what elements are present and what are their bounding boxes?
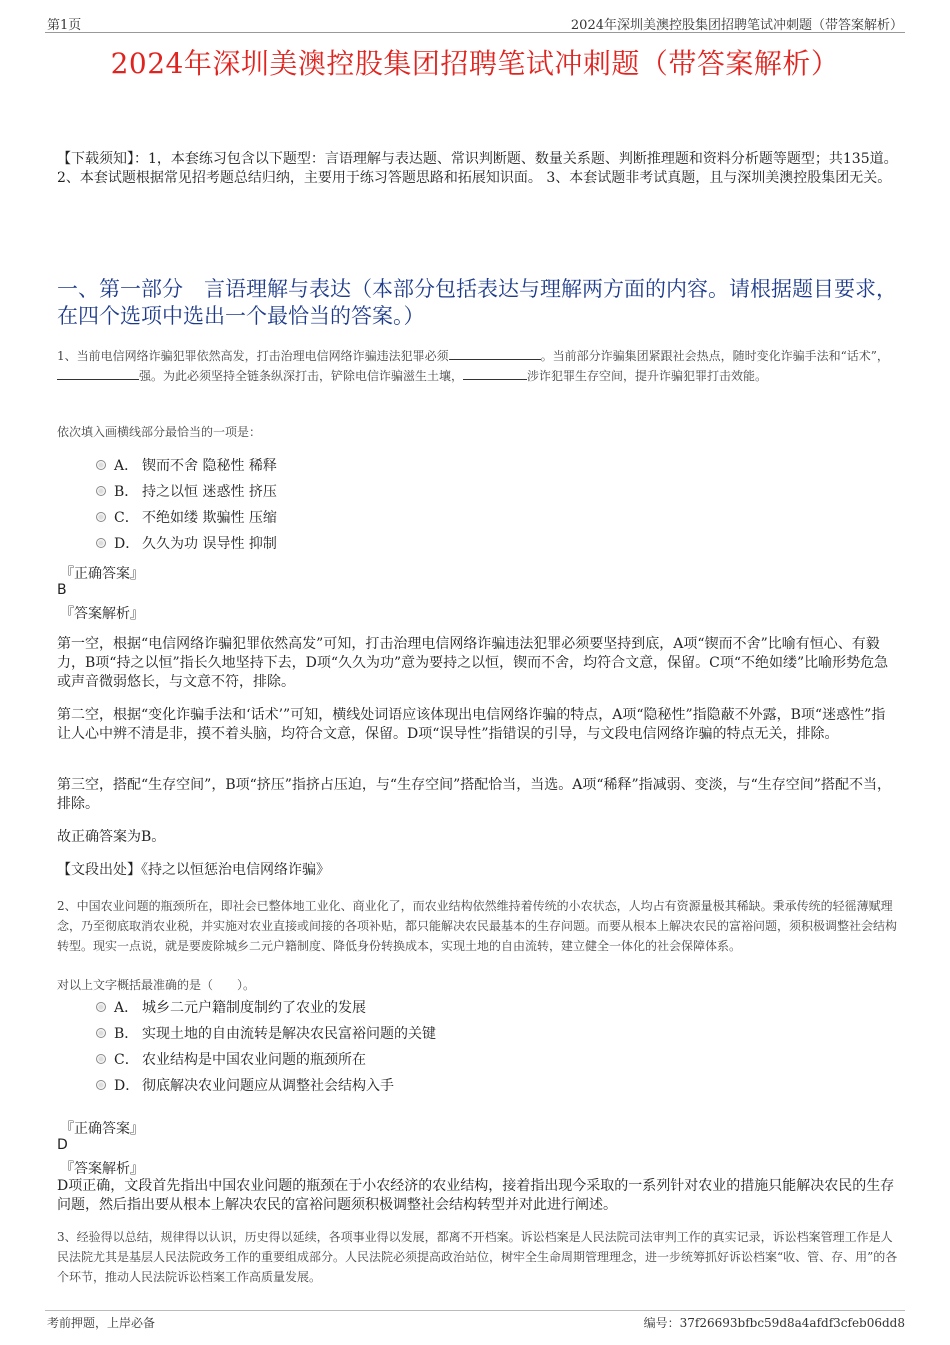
answer-label: 『正确答案』 (60, 566, 144, 582)
section-title: 一、第一部分 言语理解与表达（本部分包括表达与理解两方面的内容。请根据题目要求，在四个选项中选出一个最恰当的答案。） (57, 277, 897, 328)
question-3-text: 3、经验得以总结，规律得以认识，历史得以延续，各项事业得以发展，都离不开档案。诉讼档案是人民法院司法审判工作的真实记录，诉讼档案管理工作是人民法院尤其是基层人民法院政务工作的重要组成部分。人民法院必须提高政治站位，树牢全生命周期管理理念，进一步统筹抓好诉讼档案“收、管、存、用”的各个环节，推动人民法院诉讼档案工作高质量发展。 (57, 1230, 898, 1284)
footer-divider (45, 1310, 905, 1311)
option-a[interactable]: A． 城乡二元户籍制度制约了农业的发展 (96, 995, 436, 1021)
radio-icon[interactable] (96, 1080, 106, 1090)
question-1-text (57, 346, 899, 386)
answer-value: B (57, 582, 67, 598)
analysis-label: 『答案解析』 (60, 606, 144, 622)
blank-2 (57, 367, 139, 380)
option-c[interactable]: C． 农业结构是中国农业问题的瓶颈所在 (96, 1047, 436, 1073)
radio-icon[interactable] (96, 1054, 106, 1064)
question-2-options (96, 995, 436, 1099)
blank-3 (463, 367, 527, 380)
analysis-paragraph: 第三空，搭配“生存空间”，B项“挤压”指挤占压迫，与“生存空间”搭配恰当，当选。A项“稀释”指减弱、变淡，与“生存空间”搭配不当，排除。 (57, 777, 891, 812)
header-page-number: 第1页 (47, 18, 82, 33)
source-reference: 【文段出处】《持之以恒惩治电信网络诈骗》 (57, 862, 330, 878)
analysis-conclusion: 故正确答案为B。 (57, 829, 166, 845)
radio-icon[interactable] (96, 1028, 106, 1038)
option-b[interactable]: B． 持之以恒 迷惑性 挤压 (96, 479, 277, 505)
radio-icon[interactable] (96, 460, 106, 470)
header-doc-title: 2024年深圳美澳控股集团招聘笔试冲刺题（带答案解析） (570, 18, 903, 33)
footer-slogan: 考前押题，上岸必备 (47, 1316, 156, 1330)
option-d[interactable]: D． 彻底解决农业问题应从调整社会结构入手 (96, 1073, 436, 1099)
question-1-part-b: 。当前部分诈骗集团紧跟社会热点，随时变化诈骗手法和“话术”， (540, 349, 889, 363)
option-a[interactable]: A． 锲而不舍 隐秘性 稀释 (96, 453, 277, 479)
question-1-part-c: 强。为此必须坚持全链条纵深打击，铲除电信诈骗滋生土壤， (139, 369, 464, 383)
question-2-prompt: 对以上文字概括最准确的是（ ）。 (57, 978, 256, 992)
page-title: 2024年深圳美澳控股集团招聘笔试冲刺题（带答案解析） (110, 47, 840, 80)
radio-icon[interactable] (96, 486, 106, 496)
header-divider (45, 32, 905, 33)
radio-icon[interactable] (96, 1002, 106, 1012)
analysis-paragraph: 第二空，根据“变化诈骗手法和‘话术’”可知，横线处词语应该体现出电信网络诈骗的特点，A项“隐秘性”指隐蔽不外露，B项“迷惑性”指让人心中辨不清是非，摸不着头脑，均符合文意，保留。D项“误导性”指错误的引导，与文段电信网络诈骗的特点无关，排除。 (57, 707, 886, 742)
blank-1 (449, 347, 541, 360)
option-c[interactable]: C． 不绝如缕 欺骗性 压缩 (96, 505, 277, 531)
question-1-options (96, 453, 277, 557)
analysis-paragraph: D项正确，文段首先指出中国农业问题的瓶颈在于小农经济的农业结构，接着指出现今采取的一系列针对农业的措施只能解决农民的生存问题，然后指出要从根本上解决农民的富裕问题须积极调整社会结构转型并对此进行阐述。 (57, 1178, 895, 1213)
analysis-paragraph: 第一空，根据“电信网络诈骗犯罪依然高发”可知，打击治理电信网络诈骗违法犯罪必须要坚持到底，A项“锲而不舍”比喻有恒心、有毅力，B项“持之以恒”指长久地坚持下去，D项“久久为功”意为要持之以恒，锲而不舍，均符合文意，保留。C项“不绝如缕”比喻形势危急或声音微弱悠长，与文意不符，排除。 (57, 636, 889, 690)
footer-code: 编号：37f26693bfbc59d8a4afdf3cfeb06dd8 (643, 1316, 905, 1330)
download-notice: 【下载须知】：1，本套练习包含以下题型：言语理解与表达题、常识判断题、数量关系题、判断推理题和资料分析题等题型；共135道。 2、本套试题根据常见招考题总结归纳，主要用于练习答题思路和拓展知识面。 3、本套试题非考试真题，且与深圳美澳控股集团无关。 (57, 151, 898, 186)
radio-icon[interactable] (96, 512, 106, 522)
question-1-part-d: 涉诈犯罪生存空间，提升诈骗犯罪打击效能。 (527, 369, 768, 383)
answer-value: D (57, 1137, 68, 1153)
option-d[interactable]: D． 久久为功 误导性 抑制 (96, 531, 277, 557)
question-2-text: 2、中国农业问题的瓶颈所在，即社会已整体地工业化、商业化了，而农业结构依然维持着传统的小农状态，人均占有资源量极其稀缺。秉承传统的轻徭薄赋理念，乃至彻底取消农业税，并实施对农业直接或间接的各项补贴，都只能解决农民最基本的生存问题。而要从根本上解决农民的富裕问题，须积极调整社会结构转型。现实一点说，就是要废除城乡二元户籍制度、降低身份转换成本，实现土地的自由流转，建立健全一体化的社会保障体系。 (57, 899, 898, 953)
question-1-prompt: 依次填入画横线部分最恰当的一项是： (57, 425, 262, 439)
radio-icon[interactable] (96, 538, 106, 548)
answer-label: 『正确答案』 (60, 1121, 144, 1137)
option-b[interactable]: B． 实现土地的自由流转是解决农民富裕问题的关键 (96, 1021, 436, 1047)
question-1-part-a: 1、当前电信网络诈骗犯罪依然高发，打击治理电信网络诈骗违法犯罪必须 (57, 349, 449, 363)
analysis-label: 『答案解析』 (60, 1161, 144, 1177)
